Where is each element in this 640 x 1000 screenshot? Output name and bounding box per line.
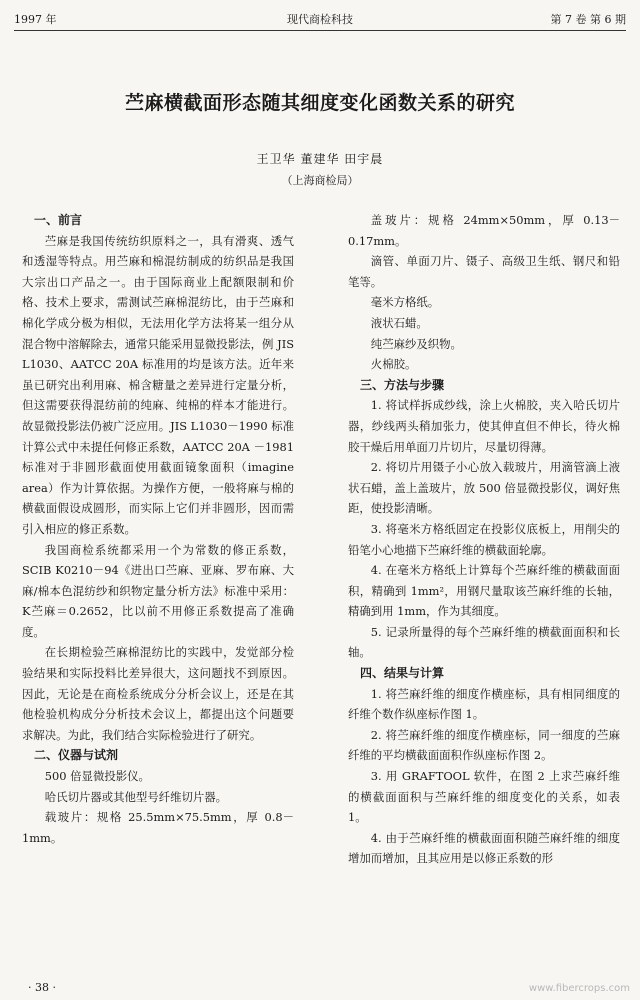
- paragraph: 载玻片：规格 25.5mm×75.5mm，厚 0.8－1mm。: [22, 810, 294, 845]
- header-journal: 现代商检科技: [287, 13, 353, 26]
- left-column: [22, 210, 294, 848]
- paragraph: 我国商检系统都采用一个为常数的修正系数，SCIB K0210－94《进出口苎麻、亚麻、罗布麻、大麻/棉本色混纺纱和织物定量分析方法》标准中采用：K苎麻＝0.2652，比以前不用修正系数提高了准确度。: [22, 542, 294, 639]
- section-heading: 四、结果与计算: [360, 666, 445, 681]
- paragraph: 1. 将苎麻纤维的细度作横座标，具有相同细度的纤维个数作纵座标作图 1。: [348, 686, 620, 722]
- authors: 王卫华 董建华 田宇晨: [256, 152, 384, 166]
- section-heading: 三、方法与步骤: [360, 377, 445, 392]
- section-heading: 二、仪器与试剂: [34, 748, 119, 763]
- paragraph: 毫米方格纸。: [370, 295, 440, 310]
- paragraph: 在长期检验苎麻棉混纺比的实践中，发觉部分检验结果和实际投料比差异很大，这问题找不到原因。因此，无论是在商检系统成分分析会议上，还是在其他检验机构成分分析技术会议上，都提出这个问题要求解决。为此，我们结合实际检验进行了研究。: [22, 645, 294, 742]
- header-year: 1997 年: [14, 13, 57, 26]
- paragraph: 纯苎麻纱及织物。: [370, 336, 462, 351]
- paragraph: 滴管、单面刀片、镊子、高级卫生纸、钢尺和铅笔等。: [348, 254, 620, 289]
- paragraph: 4. 在毫米方格纸上计算每个苎麻纤维的横截面面积，精确到 1mm²，用钢尺量取该苎麻纤维的长轴，精确到用 1mm，作为其细度。: [348, 563, 620, 619]
- paragraph: 火棉胶。: [370, 357, 417, 372]
- paragraph: 哈氏切片器或其他型号纤维切片器。: [44, 789, 228, 804]
- section-heading: 一、前言: [34, 213, 83, 227]
- paragraph: 液状石蜡。: [370, 315, 428, 330]
- watermark: www.fibercrops.com: [528, 983, 630, 994]
- paragraph: 3. 用 GRAFTOOL 软件，在图 2 上求苎麻纤维的横截面面积与苎麻纤维的细度变化的关系，如表 1。: [348, 769, 620, 825]
- paragraph: 2. 将苎麻纤维的细度作横座标，同一细度的苎麻纤维的平均横截面面积作纵座标作图 2。: [348, 727, 620, 763]
- running-header: [14, 8, 626, 31]
- paragraph: 4. 由于苎麻纤维的横截面面积随苎麻纤维的细度增加而增加，且其应用是以修正系数的形: [348, 830, 620, 866]
- affiliation: （上海商检局）: [281, 174, 359, 187]
- paragraph: 500 倍显微投影仪。: [44, 769, 150, 784]
- paragraph: 1. 将试样拆成纱线，涂上火棉胶，夹入哈氏切片器，纱线两头稍加张力，使其伸直但不伸长，待火棉胶干燥后用单面刀片切片，尽量切得薄。: [348, 398, 620, 454]
- paragraph: 3. 将毫米方格纸固定在投影仪底板上，用削尖的铅笔小心地描下苎麻纤维的横截面轮廓。: [348, 521, 620, 557]
- header-volume-issue: 第 7 卷 第 6 期: [550, 13, 626, 26]
- paragraph: 苎麻是我国传统纺织原料之一，具有滑爽、透气和透湿等特点。用苎麻和棉混纺制成的纺织品是我国大宗出口产品之一。由于国际商业上配额限制和价格、技术上要求，需测试苎麻棉混纺比，由于苎麻和棉化学成分极为相似，无法用化学方法将某一组分从混合物中溶解除去，通常只能采用显微投影法，例 JIS L1030、AATCC 20A 标准用的均是该方法。近年来虽已研究出利用麻、棉含糖量之差异进行定量分析，但这需要获得混纺前的纯麻、纯棉的样本才能进行。故显微投影法仍被广泛应用。JIS L1030－1990 标准计算公式中未提任何修正系数，AATCC 20A －1981 标准对于非圆形截面使用截面镜象面积（imagine area）作为计算依据。为操作方便，一般将麻与棉的横截面假设成圆形，而实际上它们并非圆形，因而需引入相应的修正系数。: [22, 233, 294, 536]
- right-column: [348, 210, 620, 869]
- paragraph: 2. 将切片用镊子小心放入载玻片，用滴管滴上液状石蜡，盖上盖玻片，放 500 倍显微投影仪，调好焦距，使投影清晰。: [348, 460, 620, 516]
- paper-title: 苎麻横截面形态随其细度变化函数关系的研究: [124, 92, 515, 114]
- paragraph: 5. 记录所量得的每个苎麻纤维的横截面面积和长轴。: [348, 624, 620, 660]
- page-number: · 38 ·: [28, 981, 56, 994]
- paragraph: 盖玻片：规格 24mm×50mm，厚 0.13－0.17mm。: [348, 213, 620, 248]
